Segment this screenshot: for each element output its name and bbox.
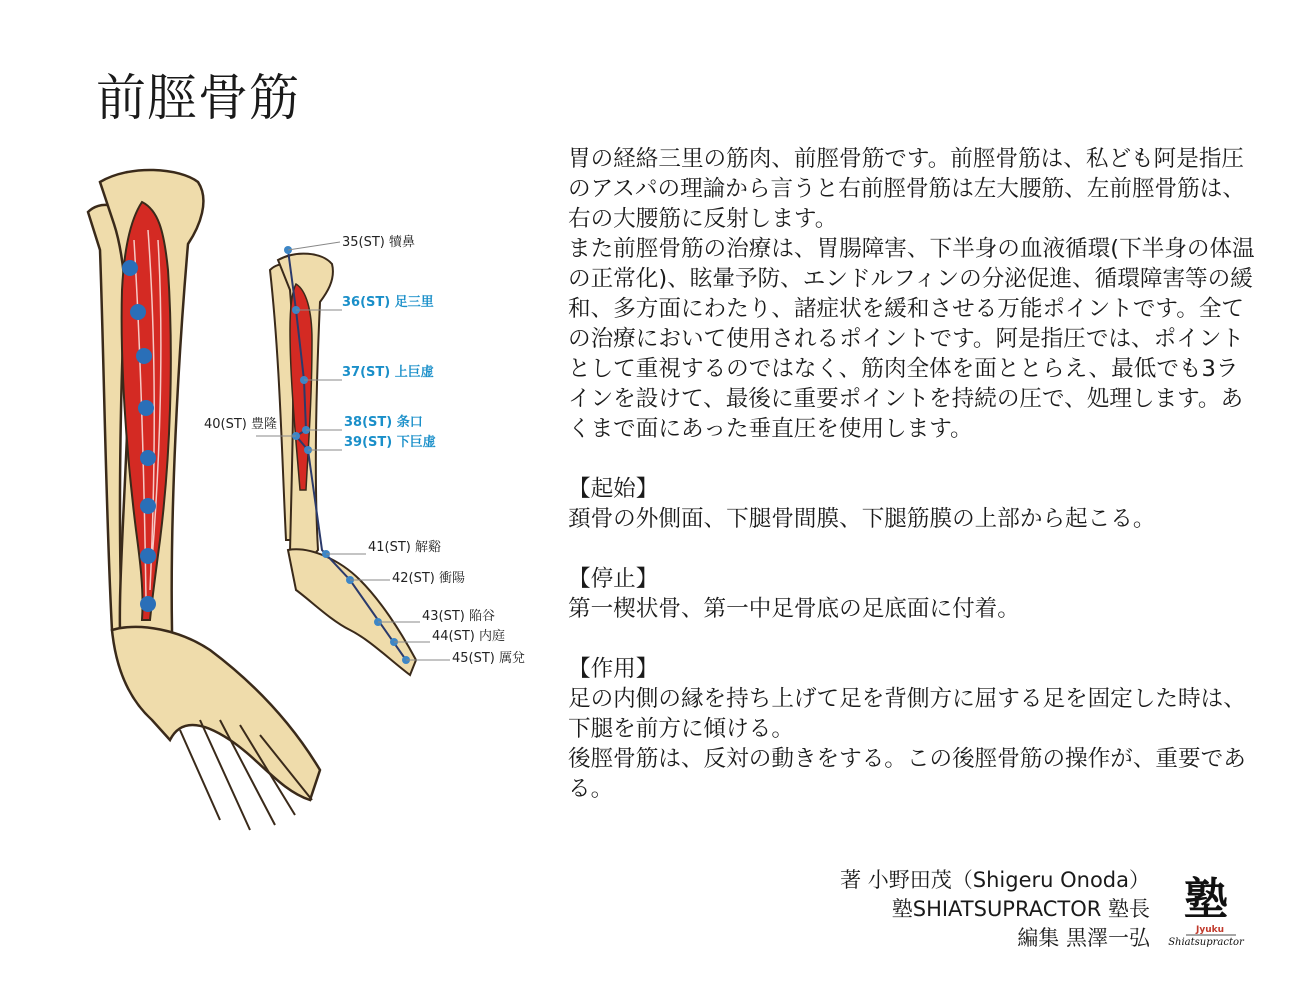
author-credit: 著 小野田茂（Shigeru Onoda） (840, 868, 1150, 892)
logo-line-shiatsupractor: Shiatsupractor (1168, 937, 1244, 948)
jyuku-logo (1160, 870, 1252, 950)
school-credit: 塾SHIATSUPRACTOR 塾長 (891, 897, 1150, 921)
action-text: 足の内側の縁を持ち上げて足を背側方に屈する足を固定した時は、下腿を前方に傾ける。 後脛骨筋は、反対の動きをする。この後脛骨筋の操作が、重要である。 (568, 686, 1246, 802)
insertion-section (568, 564, 1258, 624)
credits-block (840, 866, 1150, 953)
point-label-44: 44(ST) 内庭 (432, 629, 506, 644)
point-label-35: 35(ST) 犢鼻 (342, 235, 416, 250)
origin-text: 頚骨の外側面、下腿骨間膜、下腿筋膜の上部から起こる。 (568, 506, 1156, 532)
leg-anatomy-illustration (60, 160, 560, 850)
editor-credit: 編集 黒澤一弘 (1017, 926, 1150, 950)
point-label-43: 43(ST) 陥谷 (422, 609, 496, 624)
point-label-37: 37(ST) 上巨虚 (342, 365, 434, 380)
action-section (568, 654, 1258, 804)
page-title: 前脛骨筋 (96, 69, 300, 127)
point-label-45: 45(ST) 厲兌 (452, 651, 526, 666)
description-block (568, 144, 1258, 804)
point-label-39: 39(ST) 下巨虚 (344, 435, 436, 450)
insertion-text: 第一楔状骨、第一中足骨底の足底面に付着。 (568, 596, 1020, 622)
point-label-41: 41(ST) 解谿 (368, 540, 442, 555)
origin-section (568, 474, 1258, 534)
action-heading: 【作用】 (568, 656, 659, 682)
origin-heading: 【起始】 (568, 476, 659, 502)
insertion-heading: 【停止】 (568, 566, 659, 592)
point-label-38: 38(ST) 条口 (344, 415, 423, 430)
point-label-40: 40(ST) 豊隆 (204, 417, 278, 432)
logo-line-jyuku: Jyuku (1195, 925, 1225, 935)
logo-kanji: 塾 (1184, 874, 1228, 925)
point-label-42: 42(ST) 衝陽 (392, 571, 466, 586)
description-text: 胃の経絡三里の筋肉、前脛骨筋です。前脛骨筋は、私ども阿是指圧のアスパの理論から言うと右前脛骨筋は左大腰筋、左前脛骨筋は、右の大腰筋に反射します。 また前脛骨筋の治療は、胃腸障害、下半身の血液循環(下半身の体温の正常化)、眩暈予防、エンドルフィンの分泌促進、循環障害等の緩和、多方面にわたり、諸症状を緩和させる万能ポイントです。全ての治療において使用されるポイントです。阿是指圧では、ポイントとして重視するのではなく、筋肉全体を面ととらえ、最低でも3ラインを設けて、最後に重要ポイントを持続の圧で、処理します。あくまで面にあった垂直圧を使用します。 (568, 146, 1255, 442)
point-label-36: 36(ST) 足三里 (342, 295, 434, 310)
